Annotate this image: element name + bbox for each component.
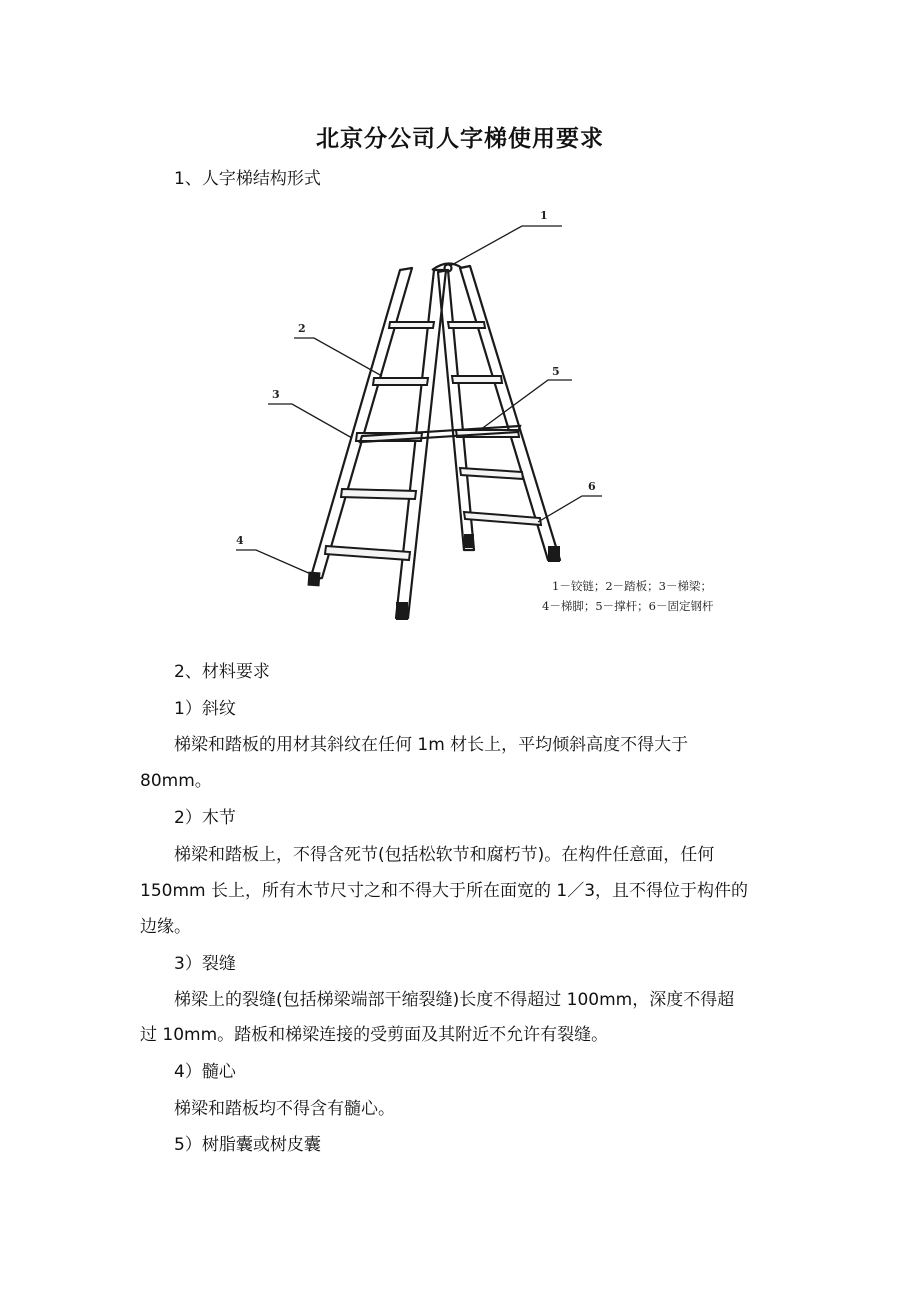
callout-2: 2 bbox=[298, 322, 306, 335]
figure-legend-line1: 1－铰链；2－踏板；3－梯梁； bbox=[552, 579, 712, 593]
callout-3: 3 bbox=[272, 388, 280, 401]
figure-legend-line2: 4－梯脚；5－撑杆；6－固定钢杆 bbox=[542, 599, 714, 613]
paragraph-line: 80mm。 bbox=[140, 771, 212, 791]
item-heading: 1）斜纹 bbox=[174, 699, 236, 719]
item-heading: 4）髓心 bbox=[174, 1062, 236, 1082]
callout-1: 1 bbox=[540, 209, 548, 222]
callout-6: 6 bbox=[588, 480, 596, 493]
section1-heading: 1、人字梯结构形式 bbox=[174, 169, 321, 189]
item-heading: 2）木节 bbox=[174, 808, 236, 828]
section2-heading: 2、材料要求 bbox=[174, 662, 270, 682]
paragraph-line: 过 10mm。踏板和梯梁连接的受剪面及其附近不允许有裂缝。 bbox=[140, 1025, 609, 1045]
paragraph-line: 梯梁上的裂缝(包括梯梁端部干缩裂缝)长度不得超过 100mm，深度不得超 bbox=[174, 990, 735, 1010]
ladder-figure bbox=[222, 204, 748, 644]
callout-5: 5 bbox=[552, 365, 560, 378]
right-inner-rail bbox=[438, 270, 474, 550]
item-heading: 5）树脂囊或树皮囊 bbox=[174, 1135, 321, 1155]
page-title: 北京分公司人字梯使用要求 bbox=[316, 125, 604, 152]
paragraph-line: 梯梁和踏板均不得含有髓心。 bbox=[174, 1099, 395, 1119]
paragraph-line: 梯梁和踏板的用材其斜纹在任何 1m 材长上，平均倾斜高度不得大于 bbox=[174, 735, 689, 755]
paragraph-line: 边缘。 bbox=[140, 917, 191, 937]
paragraph-line: 150mm 长上，所有木节尺寸之和不得大于所在面宽的 1／3，且不得位于构件的 bbox=[140, 881, 749, 901]
left-outer-rail bbox=[310, 268, 412, 580]
brace-rod bbox=[360, 426, 520, 442]
callout-4: 4 bbox=[236, 534, 244, 547]
item-heading: 3）裂缝 bbox=[174, 954, 236, 974]
paragraph-line: 梯梁和踏板上，不得含死节(包括松软节和腐朽节)。在构件任意面，任何 bbox=[174, 845, 715, 865]
ladder-diagram bbox=[222, 204, 748, 644]
